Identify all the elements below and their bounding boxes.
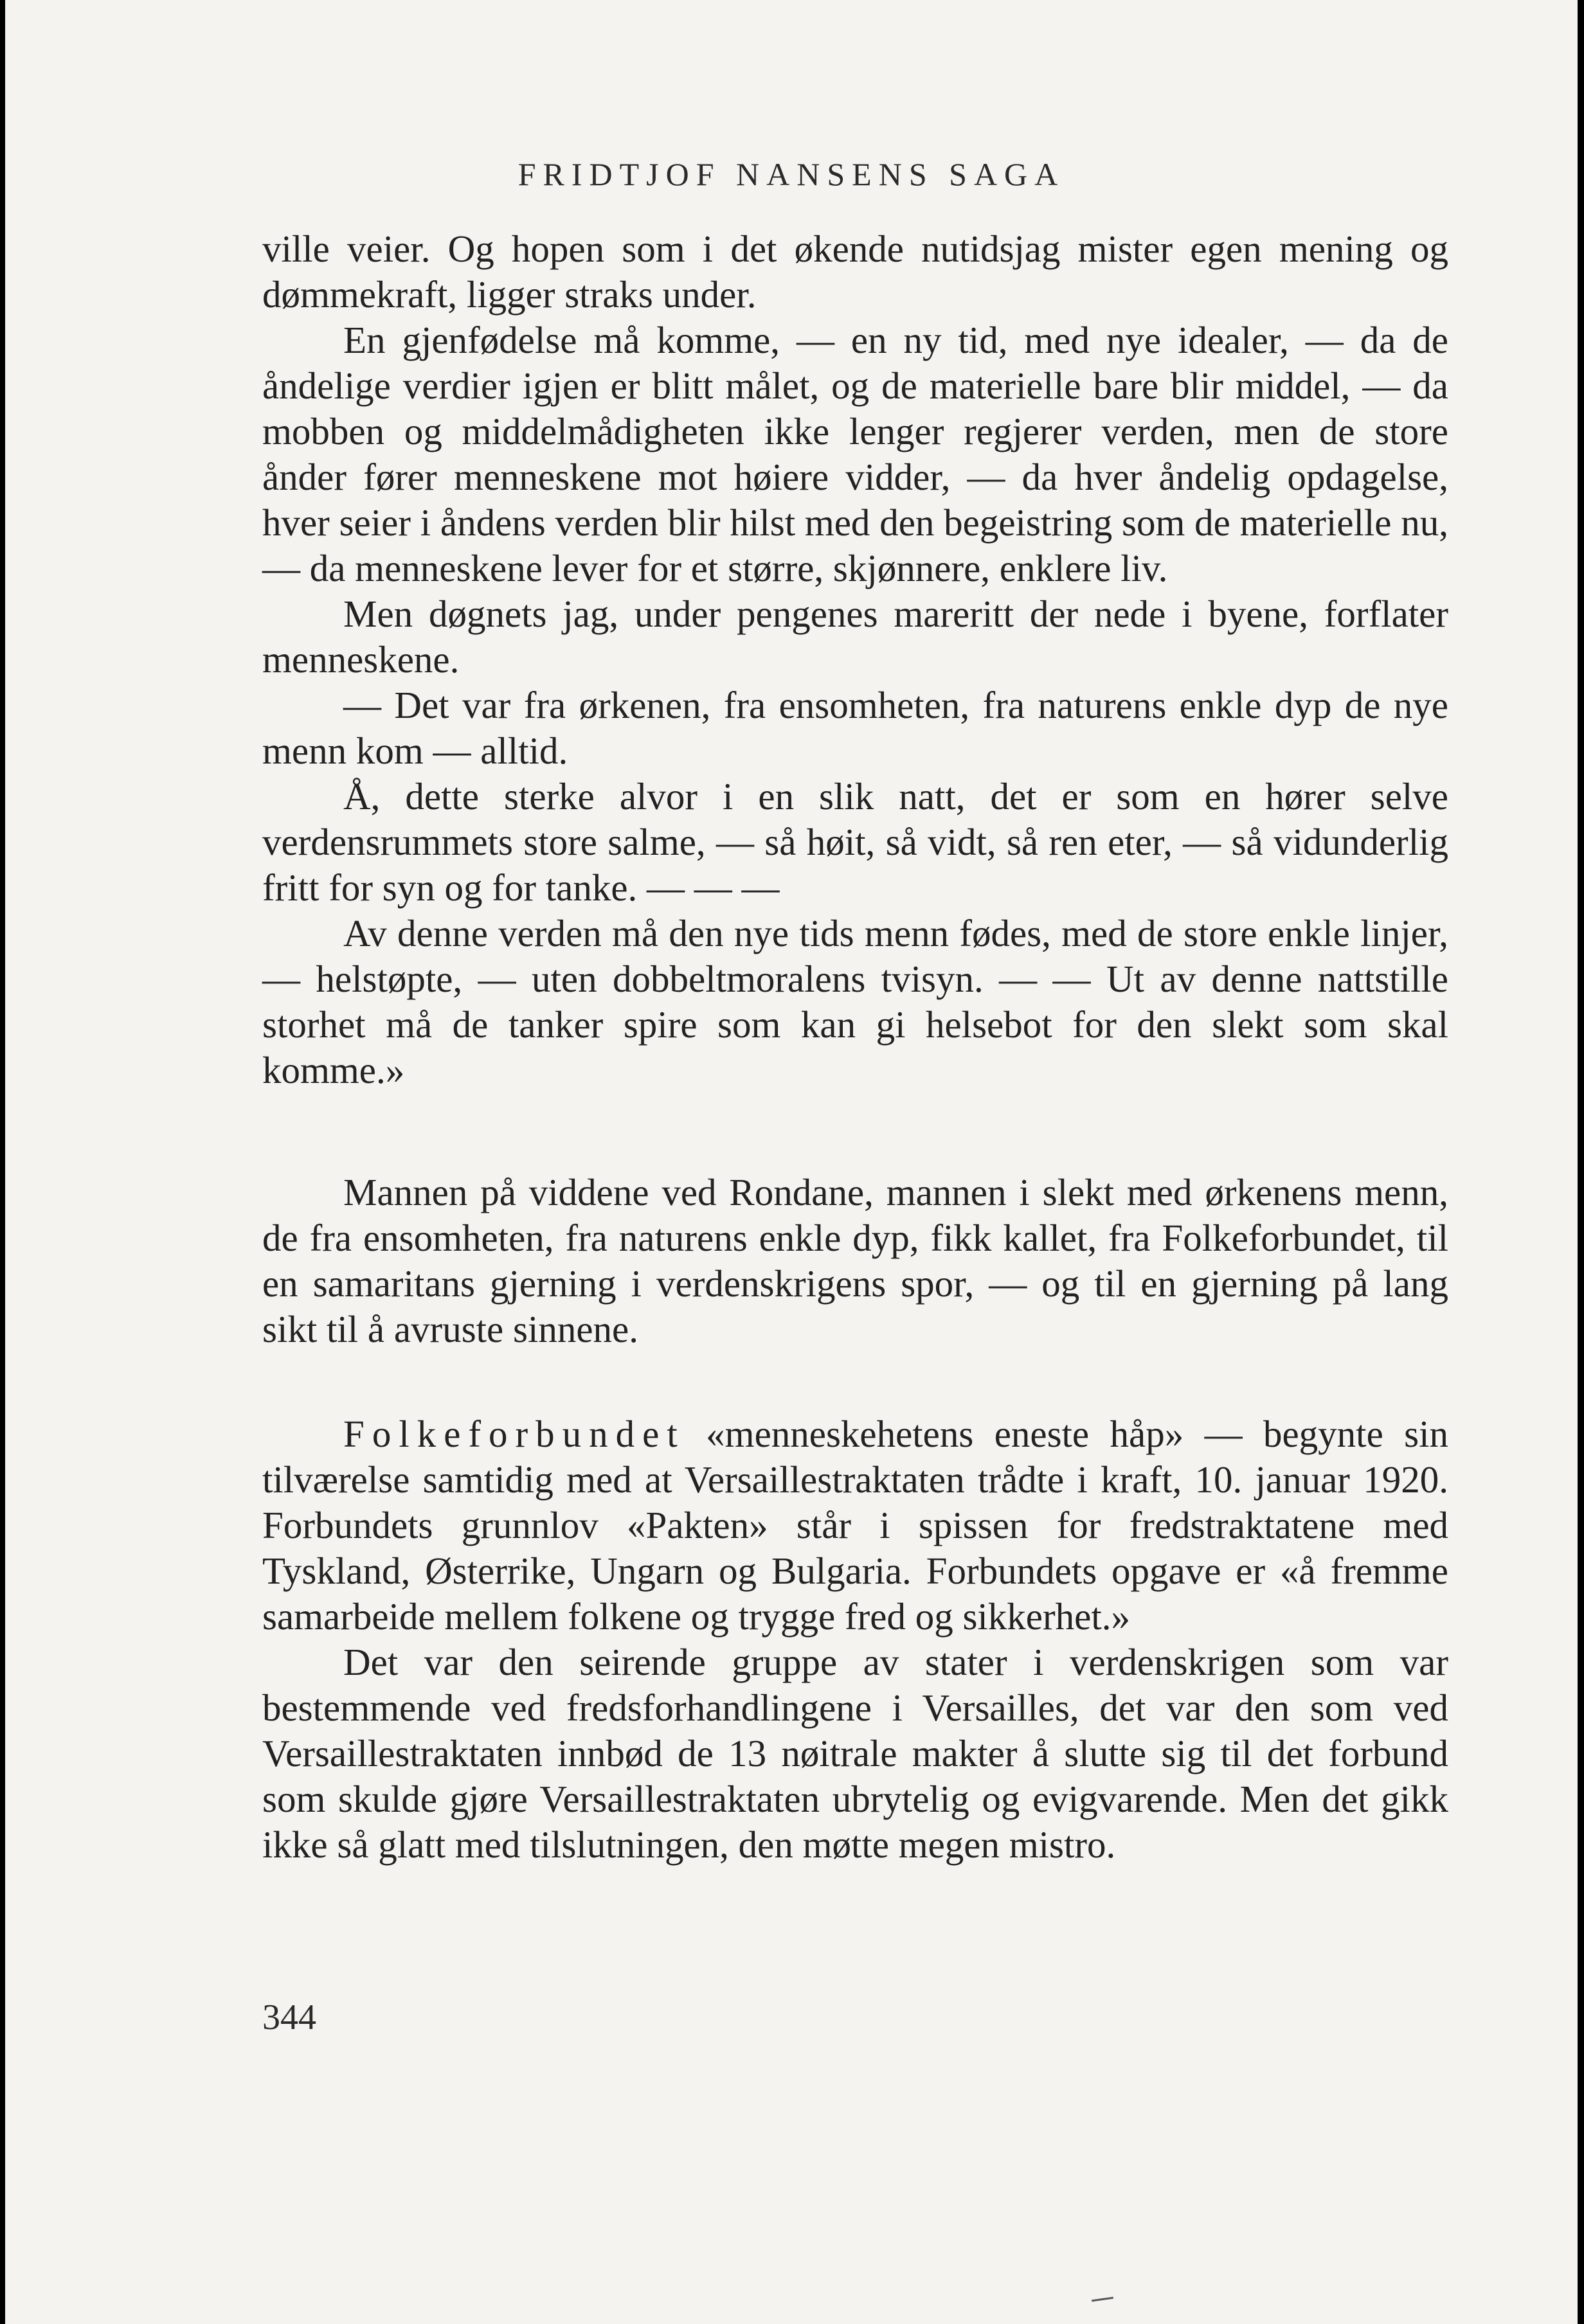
scan-mark <box>1092 2297 1113 2302</box>
page-number: 344 <box>262 1998 316 2037</box>
paragraph: — Det var fra ørkenen, fra ensomheten, fra naturens enkle dyp de nye menn kom — alltid. <box>262 684 1448 772</box>
paragraph: ville veier. Og hopen som i det økende nutidsjag mister egen mening og dømmekraft, ligger straks under. <box>262 228 1448 316</box>
book-page <box>5 0 1578 2324</box>
spaced-term: Folkeforbundet <box>343 1413 685 1455</box>
paragraph: Av denne verden må den nye tids menn fødes, med de store enkle linjer, — helstøpte, — uten dobbeltmoralens tvisyn. — — Ut av denne nattstille storhet må de tanker spire som kan gi helsebot for den slekt som skal komme.» <box>262 912 1448 1091</box>
section-rondane <box>262 1170 1448 1352</box>
paragraph <box>262 1411 1448 1640</box>
section-folkeforbundet <box>262 1411 1448 1868</box>
running-header: FRIDTJOF NANSENS SAGA <box>518 156 1065 192</box>
paragraph: Men døgnets jag, under pengenes mareritt der nede i byene, forflater menneskene. <box>262 593 1448 681</box>
paragraph: Det var den seirende gruppe av stater i verdenskrigen som var bestemmende ved fredsforhandlingene i Versailles, det var den som ved Versaillestraktaten innbød de 13 nøitrale makter å slutte sig til det forbund som skulde gjøre Versaillestraktaten ubrytelig og evigvarende. Men det gikk ikke så glatt med tilslutningen, den møtte megen mistro. <box>262 1641 1448 1866</box>
paragraph: Mannen på viddene ved Rondane, mannen i slekt med ørkenens menn, de fra ensomheten, fra naturens enkle dyp, fikk kallet, fra Folkeforbundet, til en samaritans gjerning i verdenskrigens spor, — og til en gjerning på lang sikt til å avruste sinnene. <box>262 1171 1448 1350</box>
paragraph: En gjenfødelse må komme, — en ny tid, med nye idealer, — da de åndelige verdier igjen er blitt målet, og de materielle bare blir middel, — da mobben og middelmådigheten ikke lenger regjerer verden, men de store ånder fører menneskene mot høiere vidder, — da hver åndelig opdagelse, hver seier i åndens verden blir hilst med den begeistring som de materielle nu, — da menneskene lever for et større, skjønnere, enklere liv. <box>262 319 1448 589</box>
paragraph: Å, dette sterke alvor i en slik natt, det er som en hører selve verdensrummets store salme, — så høit, så vidt, så ren eter, — så vidunderlig fritt for syn og for tanke. — — — <box>262 775 1448 909</box>
section-quote-continuation <box>262 226 1448 1093</box>
paragraph-text: «menneskehetens eneste håp» — begynte sin tilværelse samtidig med at Versaillestraktaten trådte i kraft, 10. januar 1920. Forbundets grunnlov «Pakten» står i spissen for fredstraktatene med Tyskland, Østerrike, Ungarn og Bulgaria. Forbundets opgave er «å fremme samarbeide mellem folkene og trygge fred og sikkerhet.» <box>262 1413 1448 1638</box>
